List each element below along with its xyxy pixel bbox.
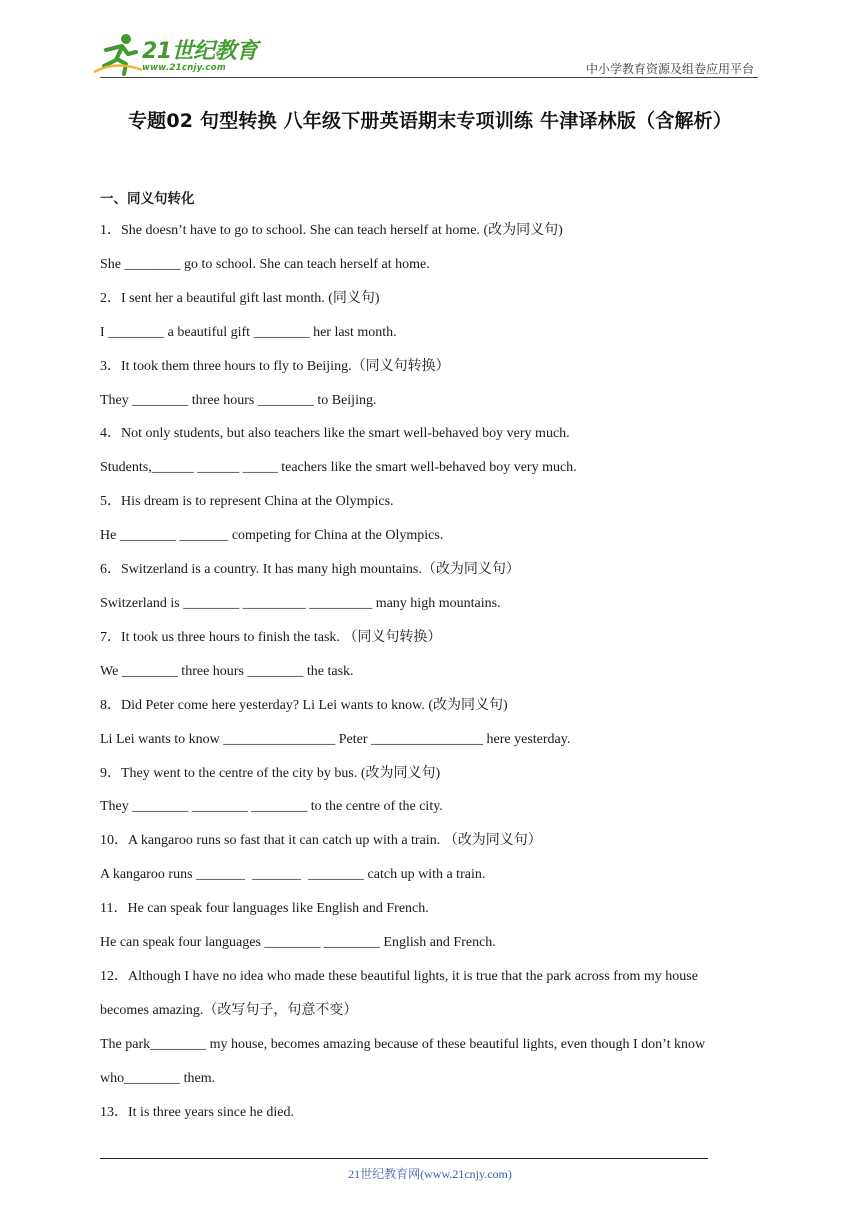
question-line: 12．Although I have no idea who made these beautiful lights, it is true that the park across from my house [100, 968, 698, 984]
answer-line: Switzerland is ________ _________ _________ many high mountains. [100, 595, 501, 611]
platform-label: 中小学教育资源及组卷应用平台 [585, 62, 754, 76]
exercise-content [100, 186, 760, 1129]
footer-divider [100, 1158, 708, 1159]
answer-line: He ________ _______ competing for China at the Olympics. [100, 528, 444, 544]
answer-line: Students,______ ______ _____ teachers like the smart well-behaved boy very much. [100, 460, 577, 476]
footer-link[interactable]: 21世纪教育网(www.21cnjy.com) [348, 1167, 512, 1181]
runner-logo-icon [92, 30, 144, 78]
document-title: 专题02 句型转换 八年级下册英语期末专项训练 牛津译林版（含解析） [127, 110, 733, 132]
question-line: 13．It is three years since he died. [100, 1104, 294, 1120]
answer-line: They ________ three hours ________ to Beijing. [100, 392, 377, 408]
answer-line: A kangaroo runs _______ _______ ________ catch up with a train. [100, 867, 486, 883]
logo-text: 21世纪教育 [142, 39, 258, 64]
question-line: 8．Did Peter come here yesterday? Li Lei wants to know. (改为同义句) [100, 697, 508, 713]
question-line: 7．It took us three hours to finish the task. （同义句转换） [100, 629, 442, 645]
logo-url: www.21cnjy.com [142, 63, 226, 73]
question-line: 11．He can speak four languages like English and French. [100, 901, 429, 917]
question-line: 9．They went to the centre of the city by bus. (改为同义句) [100, 765, 441, 781]
question-line: 5．His dream is to represent China at the Olympics. [100, 494, 394, 510]
question-line: 4．Not only students, but also teachers like the smart well-behaved boy very much. [100, 426, 570, 442]
section-heading: 一、同义句转化 [100, 191, 195, 207]
answer-line: She ________ go to school. She can teach herself at home. [100, 256, 430, 272]
answer-line: who________ them. [100, 1070, 216, 1086]
answer-line: He can speak four languages ________ ________ English and French. [100, 935, 496, 951]
question-line: 1．She doesn’t have to go to school. She can teach herself at home. (改为同义句) [100, 223, 563, 238]
answer-line: Li Lei wants to know ________________ Peter ________________ here yesterday. [100, 731, 571, 747]
question-line: 10．A kangaroo runs so fast that it can catch up with a train. （改为同义句） [100, 833, 542, 849]
question-line: 6．Switzerland is a country. It has many high mountains.（改为同义句） [100, 562, 520, 578]
answer-line: The park________ my house, becomes amazing because of these beautiful lights, even though I don’t know [100, 1036, 706, 1052]
answer-line: We ________ three hours ________ the task. [100, 663, 354, 679]
answer-line: They ________ ________ ________ to the centre of the city. [100, 799, 443, 815]
site-logo[interactable] [92, 30, 262, 78]
question-line: 2．I sent her a beautiful gift last month. (同义句) [100, 290, 380, 306]
page-header [92, 30, 758, 80]
header-divider [100, 77, 758, 78]
question-line: 3．It took them three hours to fly to Beijing.（同义句转换） [100, 358, 450, 374]
question-line: becomes amazing.（改写句子，句意不变） [100, 1002, 358, 1018]
answer-line: I ________ a beautiful gift ________ her last month. [100, 324, 397, 340]
